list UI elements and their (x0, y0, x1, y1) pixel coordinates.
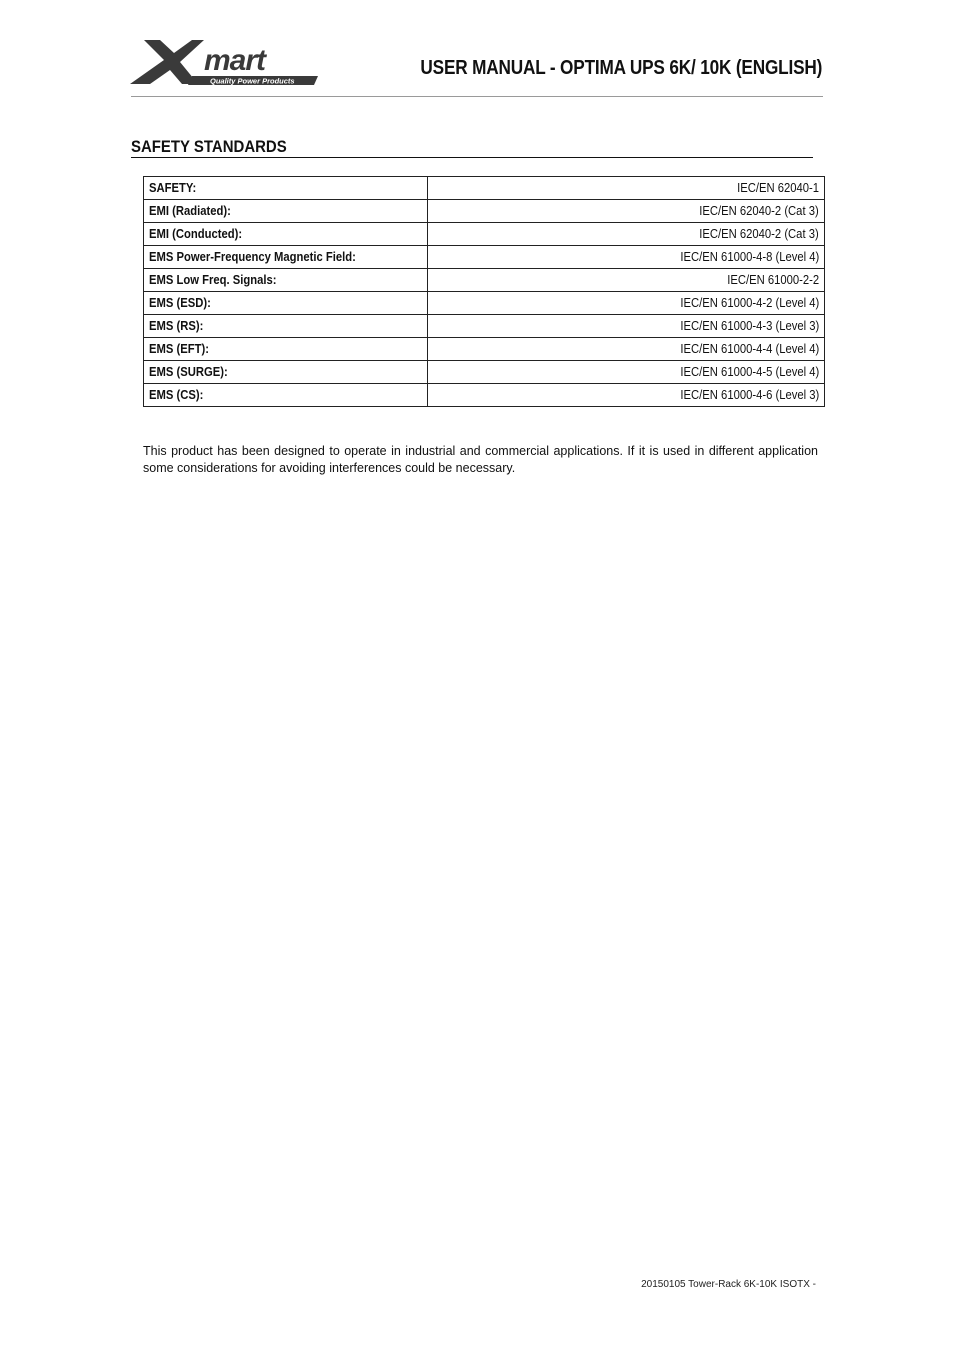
standard-value: IEC/EN 61000-2-2 (428, 269, 825, 292)
section-title-text: SAFETY STANDARDS (131, 137, 287, 156)
table-row (144, 177, 825, 200)
header-divider (131, 96, 823, 97)
table-row (144, 315, 825, 338)
standard-value: IEC/EN 62040-2 (Cat 3) (428, 223, 825, 246)
standard-label: EMS Low Freq. Signals: (144, 269, 428, 292)
standard-label: EMI (Conducted): (144, 223, 428, 246)
table-row (144, 384, 825, 407)
standards-table (143, 176, 825, 407)
standard-label: EMI (Radiated): (144, 200, 428, 223)
standard-value: IEC/EN 61000-4-3 (Level 3) (428, 315, 825, 338)
standard-value: IEC/EN 62040-2 (Cat 3) (428, 200, 825, 223)
standard-value: IEC/EN 61000-4-5 (Level 4) (428, 361, 825, 384)
svg-text:Quality Power Products: Quality Power Products (210, 76, 295, 86)
section-title (131, 136, 813, 158)
standard-label: EMS (ESD): (144, 292, 428, 315)
footer-doc-id: 20150105 Tower-Rack 6K-10K ISOTX - (641, 1279, 816, 1290)
table-row (144, 223, 825, 246)
standard-label: EMS (SURGE): (144, 361, 428, 384)
table-row (144, 338, 825, 361)
table-row (144, 246, 825, 269)
standard-value: IEC/EN 61000-4-6 (Level 3) (428, 384, 825, 407)
standard-value: IEC/EN 61000-4-4 (Level 4) (428, 338, 825, 361)
xmart-logo (130, 38, 320, 90)
standard-value: IEC/EN 61000-4-8 (Level 4) (428, 246, 825, 269)
standard-label: EMS Power-Frequency Magnetic Field: (144, 246, 428, 269)
interference-note: This product has been designed to operate in industrial and commercial applications. If it is used in different application some considerations for avoiding interferences could be necessary. (143, 443, 818, 475)
table-row (144, 361, 825, 384)
standard-label: EMS (CS): (144, 384, 428, 407)
standard-label: EMS (RS): (144, 315, 428, 338)
standard-label: EMS (EFT): (144, 338, 428, 361)
svg-text:mart: mart (204, 44, 266, 77)
table-row (144, 269, 825, 292)
standard-value: IEC/EN 62040-1 (428, 177, 825, 200)
standard-label: SAFETY: (144, 177, 428, 200)
document-title: USER MANUAL - OPTIMA UPS 6K/ 10K (ENGLISH) (420, 57, 822, 79)
table-row (144, 292, 825, 315)
table-row (144, 200, 825, 223)
standard-value: IEC/EN 61000-4-2 (Level 4) (428, 292, 825, 315)
